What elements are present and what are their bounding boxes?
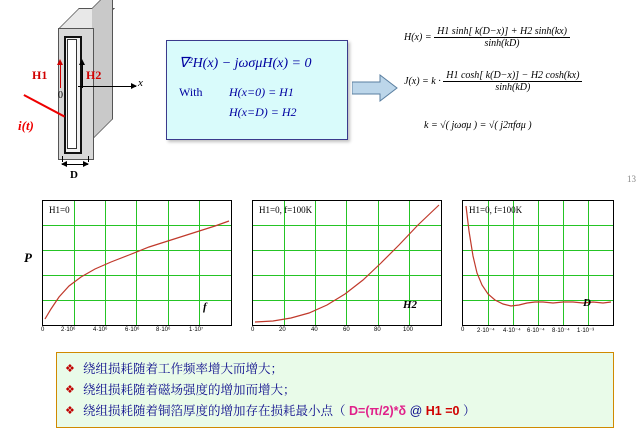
plot1-tick-0: 0 <box>41 327 45 333</box>
plot-p-vs-h2 <box>251 200 442 333</box>
conclusion-item-1-text: 绕组损耗随着工作频率增大而增大； <box>83 362 284 376</box>
plot2-tick-4: 80 <box>374 327 381 333</box>
boundary-condition-1: H(x=0) = H1 <box>229 85 294 99</box>
diamond-bullet-icon: ❖ <box>65 363 75 375</box>
conclusion-item-3-condition: H1 =0 <box>425 404 460 418</box>
plot3-tick-0: 0 <box>461 327 465 333</box>
thickness-label: D <box>70 169 78 181</box>
conclusion-item-3-prefix: 绕组损耗随着铜箔厚度的增加存在损耗最小点（ <box>83 404 346 418</box>
conclusion-item-3-join: @ <box>409 404 426 418</box>
governing-equation-box <box>166 40 348 140</box>
copper-foil-inner <box>67 39 77 149</box>
plot-p-vs-f <box>41 200 232 333</box>
thickness-dimension-line <box>62 164 88 165</box>
plot3-tick-4: 8·10⁻⁴ <box>552 328 570 334</box>
plot-p-vs-d <box>461 200 614 334</box>
plot1-title: H1=0 <box>49 205 70 215</box>
plot2-tick-3: 60 <box>343 327 350 333</box>
formula-h-of-x <box>404 26 570 49</box>
plot1-tick-3: 6·10⁶ <box>125 327 140 333</box>
plot2-title: H1=0, f=100K <box>259 205 313 215</box>
plot2-tick-5: 100 <box>403 327 414 333</box>
conclusion-box <box>56 352 614 428</box>
plot2-tick-2: 40 <box>311 327 318 333</box>
plot3-tick-3: 6·10⁻⁴ <box>527 328 545 334</box>
plot2-tick-0: 0 <box>251 327 255 333</box>
right-block-arrow <box>352 74 398 102</box>
formula-k: k = √( jωσμ ) = √( j2πfσμ ) <box>424 120 532 131</box>
h2-label: H2 <box>86 68 102 82</box>
conclusion-item-2-text: 绕组损耗随着磁场强度的增加而增大； <box>83 383 296 397</box>
formula-h-denominator: sinh(kD) <box>484 38 520 49</box>
h1-label: H1 <box>32 68 48 82</box>
formula-h-numerator: H1 sinh[ k(D−x)] + H2 sinh(kx) <box>434 26 570 38</box>
formula-h-lhs: H(x) = <box>404 31 432 43</box>
diamond-bullet-icon: ❖ <box>65 405 75 417</box>
plot3-tick-5: 1·10⁻³ <box>577 328 595 334</box>
plot1-tick-2: 4·10⁶ <box>93 327 108 333</box>
plot1-tick-5: 1·10⁷ <box>189 327 204 333</box>
conclusion-item-3-formula: D=(π/2)*δ <box>349 404 407 418</box>
x-axis-label: x <box>138 77 143 89</box>
plot2-tick-1: 20 <box>279 327 286 333</box>
plot3-tick-1: 2·10⁻⁴ <box>477 328 495 334</box>
x-axis <box>78 86 136 87</box>
plot1-tick-4: 8·10⁶ <box>156 327 171 333</box>
diamond-bullet-icon: ❖ <box>65 384 75 396</box>
conclusion-list <box>57 353 613 422</box>
plot3-title: H1=0, f=100K <box>469 205 523 215</box>
formula-j-numerator: H1 cosh[ k(D−x)] − H2 cosh(kx) <box>443 70 582 82</box>
h1-arrow <box>60 64 61 88</box>
formula-j-of-x <box>404 70 582 93</box>
boundary-condition-2: H(x=D) = H2 <box>229 105 297 119</box>
plot2-x-axis-label <box>403 299 417 311</box>
plot2-x-axis-text: H2 <box>403 299 418 311</box>
solution-formulas <box>404 26 632 156</box>
dimension-tick-left <box>62 156 63 162</box>
plot3-tick-2: 4·10⁻⁴ <box>503 328 521 334</box>
page-number: 13 <box>627 174 636 184</box>
conclusion-item-2 <box>57 380 613 401</box>
conclusion-item-3-suffix: ） <box>462 404 476 418</box>
origin-label: 0 <box>58 90 63 101</box>
formula-j-lhs: J(x) = k · <box>404 75 441 87</box>
plot1-x-axis-label: f <box>203 301 207 313</box>
dimension-tick-right <box>88 156 89 162</box>
h2-arrow <box>82 64 83 88</box>
conclusion-item-1 <box>57 359 613 380</box>
helmholtz-equation: ∇²H(x) − jωσμH(x) = 0 <box>179 56 312 71</box>
with-label: With <box>179 85 203 99</box>
formula-j-denominator: sinh(kD) <box>495 82 531 93</box>
conclusion-item-3 <box>57 401 613 422</box>
plot3-x-axis-label: D <box>583 297 591 309</box>
plot1-y-axis-label: P <box>24 250 32 265</box>
plot1-tick-1: 2·10⁶ <box>61 327 76 333</box>
current-label: i(t) <box>18 118 34 133</box>
